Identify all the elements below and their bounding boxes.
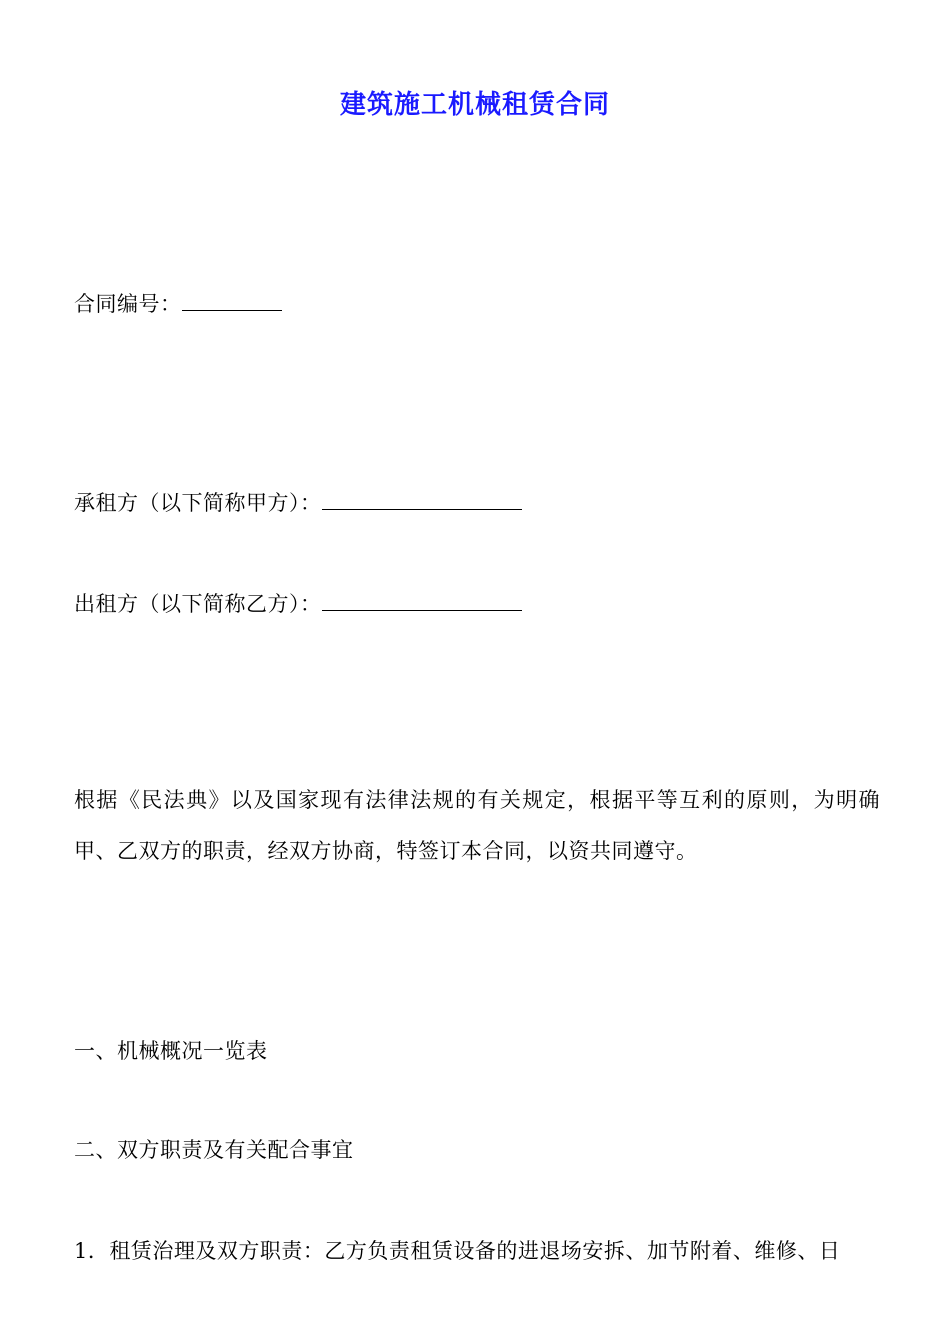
lessee-label: 承租方（以下简称甲方）： <box>74 491 322 515</box>
contract-number-blank <box>182 292 282 311</box>
document-title: 建筑施工机械租赁合同 <box>339 90 610 120</box>
contract-number-line <box>74 288 282 318</box>
contract-number-label: 合同编号： <box>74 292 182 316</box>
lessee-blank <box>322 491 522 510</box>
lessor-blank <box>322 592 522 611</box>
section-2-heading: 二、双方职责及有关配合事宜 <box>74 1138 354 1162</box>
section-1-heading: 一、机械概况一览表 <box>74 1039 268 1063</box>
lessor-line <box>74 588 522 618</box>
preamble-paragraph: 根据《民法典》以及国家现有法律法规的有关规定，根据平等互利的原则，为明确甲、乙双方的职责，经双方协商，特签订本合同，以资共同遵守。 <box>74 788 880 863</box>
lessor-label: 出租方（以下简称乙方）： <box>74 592 322 616</box>
lessee-line <box>74 487 522 517</box>
clause-1-text: 1．租赁治理及双方职责：乙方负责租赁设备的进退场安拆、加节附着、维修、日 <box>74 1239 841 1263</box>
